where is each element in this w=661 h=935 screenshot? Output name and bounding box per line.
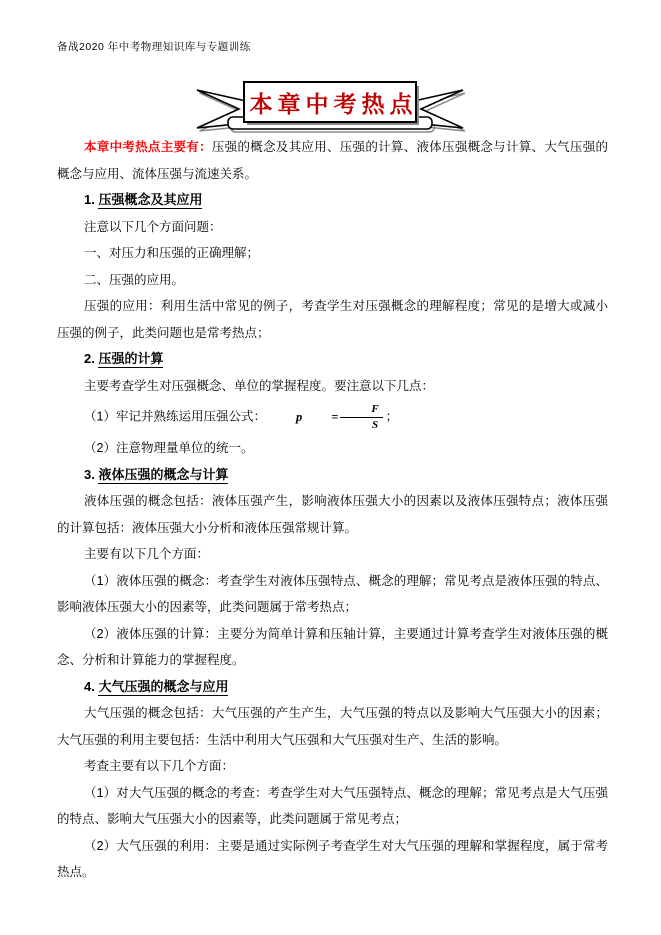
document-body [57, 134, 608, 886]
heading-number: 4. [84, 678, 95, 694]
formula-suffix: ； [385, 409, 399, 424]
formula-paragraph [57, 399, 608, 435]
formula-equals: = [331, 409, 339, 424]
page-header-text: 备战2020 年中考物理知识库与专题训练 [57, 41, 251, 53]
section-heading [57, 674, 608, 701]
intro-paragraph [57, 134, 608, 187]
heading-title: 大气压强的概念与应用 [98, 678, 229, 694]
intro-rest: 压强的概念及其应用、压强的计算、液体压强概念与计算、大气压强的概念与应用、流体压强与流速关系。 [57, 140, 608, 181]
section-heading [57, 462, 608, 489]
paragraph: （2）注意物理量单位的统一。 [84, 441, 254, 456]
paragraph: 液体压强的概念包括：液体压强产生，影响液体压强大小的因素以及液体压强特点；液体压强的计算包括：液体压强大小分析和液体压强常规计算。 [57, 494, 608, 535]
fraction [340, 403, 382, 431]
paragraph: 主要有以下几个方面： [84, 547, 210, 562]
paragraph: （2）大气压强的利用：主要是通过实际例子考查学生对大气压强的理解和掌握程度，属于常考热点。 [57, 838, 608, 880]
paragraph: 一、对压力和压强的正确理解； [84, 246, 260, 260]
paragraph: （2）液体压强的计算：主要分为简单计算和压轴计算，主要通过计算考查学生对液体压强的概念、分析和计算能力的掌握程度。 [57, 626, 608, 668]
paragraph: 主要考查学生对压强概念、单位的掌握程度。要注意以下几点： [84, 378, 435, 393]
heading-number: 3. [84, 466, 95, 482]
paragraph: （1）对大气压强的概念的考查：考查学生对大气压强特点、概念的理解；常见考点是大气压强的特点、影响大气压强大小的因素等，此类问题属于常见考点； [57, 785, 608, 827]
formula-prefix: （1）牢记并熟练运用压强公式： [84, 409, 266, 424]
heading-number: 2. [84, 351, 95, 366]
pressure-formula [269, 403, 383, 431]
formula-numerator: F [340, 403, 382, 418]
heading-title: 压强的计算 [98, 351, 164, 366]
paragraph: 注意以下几个方面问题： [84, 219, 222, 234]
heading-number: 1. [84, 192, 95, 207]
section-heading [57, 346, 608, 373]
heading-title: 压强概念及其应用 [98, 192, 203, 207]
paragraph: 二、压强的应用。 [84, 272, 185, 287]
paragraph: （1）液体压强的概念：考查学生对液体压强特点、概念的理解；常见考点是液体压强的特点、影响液体压强大小的因素等，此类问题属于常考热点； [57, 573, 608, 615]
section-heading [57, 187, 608, 214]
paragraph: 压强的应用：利用生活中常见的例子，考查学生对压强概念的理解程度；常见的是增大或减小压强的例子，此类问题也是常考热点； [57, 299, 608, 340]
formula-lhs: p [295, 409, 303, 424]
intro-lead: 本章中考热点主要有： [84, 140, 212, 154]
paragraph: 大气压强的概念包括：大气压强的产生产生，大气压强的特点以及影响大气压强大小的因素；大气压强的利用主要包括：生活中利用大气压强和大气压强对生产、生活的影响。 [57, 706, 608, 747]
banner-title: 本章中考热点 [249, 91, 418, 117]
paragraph: 考查主要有以下几个方面： [84, 759, 235, 774]
formula-denominator: S [371, 418, 379, 431]
heading-title: 液体压强的概念与计算 [98, 466, 229, 482]
